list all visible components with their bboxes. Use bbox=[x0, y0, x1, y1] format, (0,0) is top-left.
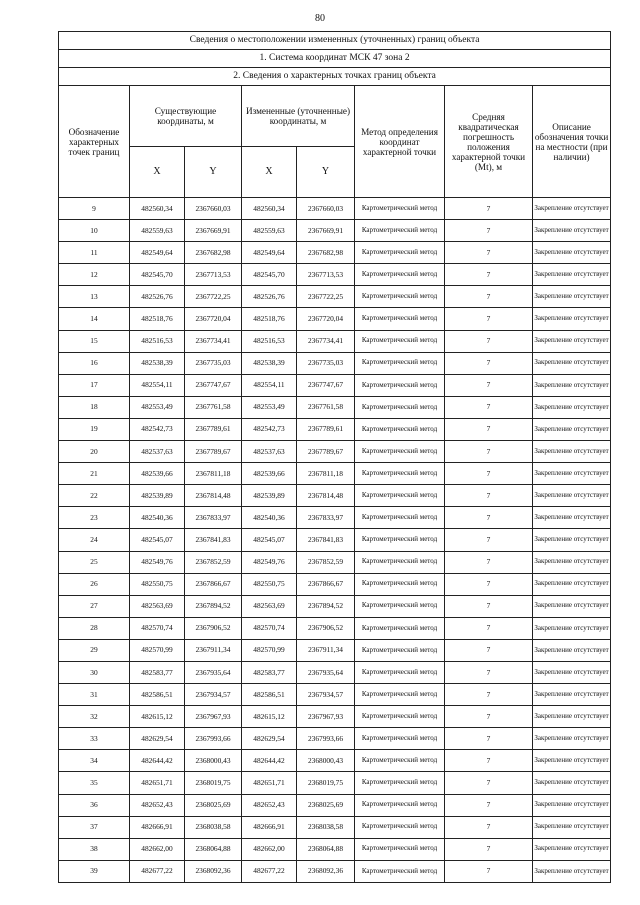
cell-changed-y: 2367894,52 bbox=[297, 595, 355, 617]
cell-existing-y: 2367669,91 bbox=[185, 220, 242, 242]
table-row bbox=[59, 507, 611, 529]
cell-existing-y: 2367934,57 bbox=[185, 684, 242, 706]
cell-existing-x: 482662,00 bbox=[130, 838, 185, 860]
cell-method: Картометрический метод bbox=[355, 794, 445, 816]
cell-description: Закрепление отсутствует bbox=[533, 860, 611, 882]
cell-existing-x: 482583,77 bbox=[130, 661, 185, 683]
cell-existing-x: 482537,63 bbox=[130, 441, 185, 463]
cell-existing-x: 482559,63 bbox=[130, 220, 185, 242]
cell-changed-x: 482651,71 bbox=[242, 772, 297, 794]
cell-existing-y: 2367789,67 bbox=[185, 441, 242, 463]
cell-method: Картометрический метод bbox=[355, 441, 445, 463]
cell-point: 32 bbox=[59, 706, 130, 728]
cell-changed-y: 2368092,36 bbox=[297, 860, 355, 882]
cell-point: 38 bbox=[59, 838, 130, 860]
cell-changed-x: 482526,76 bbox=[242, 286, 297, 308]
table-body bbox=[59, 198, 611, 883]
cell-method: Картометрический метод bbox=[355, 838, 445, 860]
cell-error: 7 bbox=[445, 860, 533, 882]
table-row bbox=[59, 639, 611, 661]
cell-changed-x: 482516,53 bbox=[242, 330, 297, 352]
cell-description: Закрепление отсутствует bbox=[533, 728, 611, 750]
table-row bbox=[59, 860, 611, 882]
cell-existing-y: 2368025,69 bbox=[185, 794, 242, 816]
cell-changed-x: 482629,54 bbox=[242, 728, 297, 750]
cell-existing-y: 2367682,98 bbox=[185, 242, 242, 264]
cell-existing-x: 482615,12 bbox=[130, 706, 185, 728]
cell-point: 15 bbox=[59, 330, 130, 352]
cell-method: Картометрический метод bbox=[355, 463, 445, 485]
cell-point: 17 bbox=[59, 374, 130, 396]
cell-point: 21 bbox=[59, 463, 130, 485]
cell-method: Картометрический метод bbox=[355, 551, 445, 573]
cell-existing-y: 2367811,18 bbox=[185, 463, 242, 485]
cell-existing-y: 2367852,59 bbox=[185, 551, 242, 573]
cell-point: 9 bbox=[59, 198, 130, 220]
cell-changed-x: 482538,39 bbox=[242, 352, 297, 374]
table-row bbox=[59, 661, 611, 683]
cell-description: Закрепление отсутствует bbox=[533, 308, 611, 330]
cell-existing-y: 2367789,61 bbox=[185, 418, 242, 440]
cell-method: Картометрический метод bbox=[355, 198, 445, 220]
cell-error: 7 bbox=[445, 352, 533, 374]
table-row bbox=[59, 728, 611, 750]
cell-point: 13 bbox=[59, 286, 130, 308]
cell-existing-x: 482526,76 bbox=[130, 286, 185, 308]
cell-method: Картометрический метод bbox=[355, 728, 445, 750]
cell-changed-x: 482554,11 bbox=[242, 374, 297, 396]
cell-error: 7 bbox=[445, 286, 533, 308]
cell-changed-y: 2367967,93 bbox=[297, 706, 355, 728]
cell-changed-x: 482652,43 bbox=[242, 794, 297, 816]
cell-description: Закрепление отсутствует bbox=[533, 330, 611, 352]
cell-changed-y: 2367789,61 bbox=[297, 418, 355, 440]
cell-description: Закрепление отсутствует bbox=[533, 463, 611, 485]
coordinate-system-heading: 1. Система координат МСК 47 зона 2 bbox=[59, 50, 611, 68]
cell-error: 7 bbox=[445, 595, 533, 617]
table-row bbox=[59, 485, 611, 507]
cell-point: 35 bbox=[59, 772, 130, 794]
col-header-error: Средняя квадратическая погрешность положения характерной точки (Mt), м bbox=[445, 86, 533, 198]
table-row bbox=[59, 706, 611, 728]
cell-method: Картометрический метод bbox=[355, 529, 445, 551]
cell-method: Картометрический метод bbox=[355, 860, 445, 882]
cell-changed-y: 2367734,41 bbox=[297, 330, 355, 352]
cell-method: Картометрический метод bbox=[355, 264, 445, 286]
cell-changed-y: 2367660,03 bbox=[297, 198, 355, 220]
table-row bbox=[59, 684, 611, 706]
page-number: 80 bbox=[315, 13, 325, 24]
cell-changed-x: 482549,64 bbox=[242, 242, 297, 264]
cell-point: 14 bbox=[59, 308, 130, 330]
cell-error: 7 bbox=[445, 441, 533, 463]
table-row bbox=[59, 242, 611, 264]
cell-description: Закрепление отсутствует bbox=[533, 529, 611, 551]
table-row bbox=[59, 220, 611, 242]
cell-existing-y: 2368038,58 bbox=[185, 816, 242, 838]
cell-point: 37 bbox=[59, 816, 130, 838]
points-section-heading: 2. Сведения о характерных точках границ объекта bbox=[59, 68, 611, 86]
cell-existing-y: 2367911,34 bbox=[185, 639, 242, 661]
cell-changed-x: 482560,34 bbox=[242, 198, 297, 220]
cell-method: Картометрический метод bbox=[355, 396, 445, 418]
cell-method: Картометрический метод bbox=[355, 507, 445, 529]
table-row bbox=[59, 286, 611, 308]
cell-existing-y: 2367866,67 bbox=[185, 573, 242, 595]
cell-changed-y: 2368064,88 bbox=[297, 838, 355, 860]
cell-existing-y: 2368000,43 bbox=[185, 750, 242, 772]
table-row bbox=[59, 198, 611, 220]
cell-error: 7 bbox=[445, 308, 533, 330]
cell-method: Картометрический метод bbox=[355, 308, 445, 330]
cell-existing-x: 482570,74 bbox=[130, 617, 185, 639]
cell-description: Закрепление отсутствует bbox=[533, 286, 611, 308]
cell-error: 7 bbox=[445, 463, 533, 485]
cell-error: 7 bbox=[445, 242, 533, 264]
cell-changed-x: 482662,00 bbox=[242, 838, 297, 860]
col-header-existing-y: Y bbox=[185, 147, 242, 198]
cell-point: 25 bbox=[59, 551, 130, 573]
cell-point: 24 bbox=[59, 529, 130, 551]
cell-existing-x: 482651,71 bbox=[130, 772, 185, 794]
cell-error: 7 bbox=[445, 706, 533, 728]
cell-error: 7 bbox=[445, 750, 533, 772]
cell-changed-y: 2368025,69 bbox=[297, 794, 355, 816]
cell-changed-x: 482540,36 bbox=[242, 507, 297, 529]
table-row bbox=[59, 418, 611, 440]
cell-existing-x: 482553,49 bbox=[130, 396, 185, 418]
cell-existing-x: 482549,76 bbox=[130, 551, 185, 573]
cell-point: 31 bbox=[59, 684, 130, 706]
cell-existing-x: 482518,76 bbox=[130, 308, 185, 330]
cell-existing-y: 2367720,04 bbox=[185, 308, 242, 330]
cell-changed-x: 482549,76 bbox=[242, 551, 297, 573]
table-row bbox=[59, 750, 611, 772]
cell-existing-y: 2367734,41 bbox=[185, 330, 242, 352]
cell-point: 30 bbox=[59, 661, 130, 683]
cell-changed-x: 482545,07 bbox=[242, 529, 297, 551]
cell-existing-y: 2367814,48 bbox=[185, 485, 242, 507]
cell-description: Закрепление отсутствует bbox=[533, 485, 611, 507]
table-row bbox=[59, 573, 611, 595]
table-row bbox=[59, 352, 611, 374]
table-row bbox=[59, 374, 611, 396]
cell-existing-x: 482629,54 bbox=[130, 728, 185, 750]
cell-existing-y: 2367747,67 bbox=[185, 374, 242, 396]
cell-changed-x: 482570,74 bbox=[242, 617, 297, 639]
cell-method: Картометрический метод bbox=[355, 242, 445, 264]
cell-description: Закрепление отсутствует bbox=[533, 684, 611, 706]
cell-changed-x: 482559,63 bbox=[242, 220, 297, 242]
cell-changed-x: 482550,75 bbox=[242, 573, 297, 595]
cell-error: 7 bbox=[445, 374, 533, 396]
cell-changed-x: 482666,91 bbox=[242, 816, 297, 838]
cell-description: Закрепление отсутствует bbox=[533, 198, 611, 220]
cell-changed-x: 482644,42 bbox=[242, 750, 297, 772]
cell-error: 7 bbox=[445, 617, 533, 639]
cell-error: 7 bbox=[445, 264, 533, 286]
cell-changed-y: 2367720,04 bbox=[297, 308, 355, 330]
table-row bbox=[59, 529, 611, 551]
cell-existing-x: 482549,64 bbox=[130, 242, 185, 264]
cell-point: 11 bbox=[59, 242, 130, 264]
cell-method: Картометрический метод bbox=[355, 684, 445, 706]
col-header-existing-x: X bbox=[130, 147, 185, 198]
cell-changed-y: 2367735,03 bbox=[297, 352, 355, 374]
cell-existing-x: 482542,73 bbox=[130, 418, 185, 440]
cell-point: 27 bbox=[59, 595, 130, 617]
cell-description: Закрепление отсутствует bbox=[533, 507, 611, 529]
cell-point: 12 bbox=[59, 264, 130, 286]
cell-error: 7 bbox=[445, 772, 533, 794]
cell-changed-y: 2367713,53 bbox=[297, 264, 355, 286]
cell-changed-x: 482553,49 bbox=[242, 396, 297, 418]
cell-method: Картометрический метод bbox=[355, 772, 445, 794]
cell-changed-y: 2367669,91 bbox=[297, 220, 355, 242]
cell-existing-y: 2367660,03 bbox=[185, 198, 242, 220]
cell-method: Картометрический метод bbox=[355, 661, 445, 683]
table-row bbox=[59, 264, 611, 286]
cell-point: 20 bbox=[59, 441, 130, 463]
col-header-point: Обозначение характерных точек границ bbox=[59, 86, 130, 198]
cell-changed-x: 482537,63 bbox=[242, 441, 297, 463]
cell-point: 19 bbox=[59, 418, 130, 440]
cell-point: 33 bbox=[59, 728, 130, 750]
cell-description: Закрепление отсутствует bbox=[533, 352, 611, 374]
cell-changed-y: 2367789,67 bbox=[297, 441, 355, 463]
cell-existing-y: 2368092,36 bbox=[185, 860, 242, 882]
cell-changed-y: 2367811,18 bbox=[297, 463, 355, 485]
cell-changed-y: 2368038,58 bbox=[297, 816, 355, 838]
cell-error: 7 bbox=[445, 330, 533, 352]
cell-description: Закрепление отсутствует bbox=[533, 418, 611, 440]
table-row bbox=[59, 463, 611, 485]
cell-existing-x: 482666,91 bbox=[130, 816, 185, 838]
col-header-description: Описание обозначения точки на местности (при наличии) bbox=[533, 86, 611, 198]
table-row bbox=[59, 816, 611, 838]
cell-description: Закрепление отсутствует bbox=[533, 661, 611, 683]
boundary-points-table bbox=[58, 31, 611, 883]
cell-existing-y: 2367967,93 bbox=[185, 706, 242, 728]
cell-existing-y: 2367833,97 bbox=[185, 507, 242, 529]
col-header-method: Метод определения координат характерной точки bbox=[355, 86, 445, 198]
table-row bbox=[59, 595, 611, 617]
cell-method: Картометрический метод bbox=[355, 485, 445, 507]
cell-existing-x: 482563,69 bbox=[130, 595, 185, 617]
cell-description: Закрепление отсутствует bbox=[533, 220, 611, 242]
cell-existing-x: 482677,22 bbox=[130, 860, 185, 882]
col-header-changed-x: X bbox=[242, 147, 297, 198]
cell-method: Картометрический метод bbox=[355, 573, 445, 595]
table-row bbox=[59, 330, 611, 352]
cell-method: Картометрический метод bbox=[355, 374, 445, 396]
table-row bbox=[59, 551, 611, 573]
cell-error: 7 bbox=[445, 661, 533, 683]
cell-existing-y: 2368019,75 bbox=[185, 772, 242, 794]
cell-existing-x: 482550,75 bbox=[130, 573, 185, 595]
cell-description: Закрепление отсутствует bbox=[533, 551, 611, 573]
col-header-changed: Измененные (уточненные) координаты, м bbox=[242, 86, 355, 147]
cell-changed-y: 2367852,59 bbox=[297, 551, 355, 573]
cell-changed-x: 482615,12 bbox=[242, 706, 297, 728]
cell-changed-y: 2367814,48 bbox=[297, 485, 355, 507]
cell-method: Картометрический метод bbox=[355, 595, 445, 617]
cell-changed-x: 482539,66 bbox=[242, 463, 297, 485]
cell-changed-y: 2367993,66 bbox=[297, 728, 355, 750]
cell-changed-x: 482583,77 bbox=[242, 661, 297, 683]
cell-description: Закрепление отсутствует bbox=[533, 374, 611, 396]
cell-existing-y: 2368064,88 bbox=[185, 838, 242, 860]
cell-existing-y: 2367761,58 bbox=[185, 396, 242, 418]
cell-existing-x: 482652,43 bbox=[130, 794, 185, 816]
cell-method: Картометрический метод bbox=[355, 352, 445, 374]
cell-description: Закрепление отсутствует bbox=[533, 639, 611, 661]
cell-existing-y: 2367722,25 bbox=[185, 286, 242, 308]
cell-changed-x: 482677,22 bbox=[242, 860, 297, 882]
cell-method: Картометрический метод bbox=[355, 418, 445, 440]
cell-existing-x: 482644,42 bbox=[130, 750, 185, 772]
cell-existing-x: 482586,51 bbox=[130, 684, 185, 706]
cell-method: Картометрический метод bbox=[355, 816, 445, 838]
cell-existing-x: 482540,36 bbox=[130, 507, 185, 529]
cell-error: 7 bbox=[445, 485, 533, 507]
cell-description: Закрепление отсутствует bbox=[533, 617, 611, 639]
table-row bbox=[59, 396, 611, 418]
cell-description: Закрепление отсутствует bbox=[533, 794, 611, 816]
cell-point: 23 bbox=[59, 507, 130, 529]
cell-existing-y: 2367935,64 bbox=[185, 661, 242, 683]
cell-changed-y: 2368019,75 bbox=[297, 772, 355, 794]
cell-method: Картометрический метод bbox=[355, 639, 445, 661]
cell-changed-y: 2367906,52 bbox=[297, 617, 355, 639]
cell-point: 10 bbox=[59, 220, 130, 242]
cell-error: 7 bbox=[445, 639, 533, 661]
cell-changed-x: 482586,51 bbox=[242, 684, 297, 706]
cell-method: Картометрический метод bbox=[355, 750, 445, 772]
cell-changed-x: 482518,76 bbox=[242, 308, 297, 330]
cell-existing-x: 482570,99 bbox=[130, 639, 185, 661]
cell-error: 7 bbox=[445, 507, 533, 529]
cell-changed-x: 482563,69 bbox=[242, 595, 297, 617]
cell-changed-y: 2367866,67 bbox=[297, 573, 355, 595]
table-row bbox=[59, 617, 611, 639]
cell-error: 7 bbox=[445, 220, 533, 242]
cell-error: 7 bbox=[445, 396, 533, 418]
cell-description: Закрепление отсутствует bbox=[533, 573, 611, 595]
cell-method: Картометрический метод bbox=[355, 286, 445, 308]
cell-error: 7 bbox=[445, 551, 533, 573]
cell-existing-x: 482539,66 bbox=[130, 463, 185, 485]
cell-point: 29 bbox=[59, 639, 130, 661]
cell-description: Закрепление отсутствует bbox=[533, 750, 611, 772]
cell-error: 7 bbox=[445, 198, 533, 220]
cell-method: Картометрический метод bbox=[355, 617, 445, 639]
table-row bbox=[59, 772, 611, 794]
cell-description: Закрепление отсутствует bbox=[533, 396, 611, 418]
cell-description: Закрепление отсутствует bbox=[533, 242, 611, 264]
cell-point: 18 bbox=[59, 396, 130, 418]
cell-changed-x: 482570,99 bbox=[242, 639, 297, 661]
cell-existing-x: 482554,11 bbox=[130, 374, 185, 396]
cell-error: 7 bbox=[445, 816, 533, 838]
cell-point: 22 bbox=[59, 485, 130, 507]
cell-changed-y: 2367722,25 bbox=[297, 286, 355, 308]
cell-existing-y: 2367894,52 bbox=[185, 595, 242, 617]
cell-existing-y: 2367735,03 bbox=[185, 352, 242, 374]
cell-method: Картометрический метод bbox=[355, 330, 445, 352]
cell-changed-y: 2367833,97 bbox=[297, 507, 355, 529]
cell-point: 26 bbox=[59, 573, 130, 595]
cell-existing-x: 482516,53 bbox=[130, 330, 185, 352]
table-title: Сведения о местоположении измененных (уточненных) границ объекта bbox=[59, 32, 611, 50]
cell-existing-x: 482545,70 bbox=[130, 264, 185, 286]
cell-method: Картометрический метод bbox=[355, 220, 445, 242]
cell-description: Закрепление отсутствует bbox=[533, 772, 611, 794]
cell-existing-x: 482545,07 bbox=[130, 529, 185, 551]
cell-existing-x: 482539,89 bbox=[130, 485, 185, 507]
cell-description: Закрепление отсутствует bbox=[533, 838, 611, 860]
cell-point: 16 bbox=[59, 352, 130, 374]
cell-existing-y: 2367906,52 bbox=[185, 617, 242, 639]
cell-point: 34 bbox=[59, 750, 130, 772]
cell-error: 7 bbox=[445, 529, 533, 551]
cell-changed-y: 2367682,98 bbox=[297, 242, 355, 264]
cell-changed-y: 2367911,34 bbox=[297, 639, 355, 661]
cell-existing-y: 2367841,83 bbox=[185, 529, 242, 551]
cell-changed-y: 2367747,67 bbox=[297, 374, 355, 396]
cell-existing-x: 482560,34 bbox=[130, 198, 185, 220]
cell-error: 7 bbox=[445, 573, 533, 595]
cell-existing-x: 482538,39 bbox=[130, 352, 185, 374]
cell-error: 7 bbox=[445, 838, 533, 860]
cell-point: 36 bbox=[59, 794, 130, 816]
cell-point: 39 bbox=[59, 860, 130, 882]
cell-changed-x: 482542,73 bbox=[242, 418, 297, 440]
cell-changed-x: 482545,70 bbox=[242, 264, 297, 286]
cell-changed-y: 2368000,43 bbox=[297, 750, 355, 772]
cell-description: Закрепление отсутствует bbox=[533, 816, 611, 838]
col-header-changed-y: Y bbox=[297, 147, 355, 198]
cell-description: Закрепление отсутствует bbox=[533, 441, 611, 463]
cell-existing-y: 2367713,53 bbox=[185, 264, 242, 286]
cell-method: Картометрический метод bbox=[355, 706, 445, 728]
table-row bbox=[59, 838, 611, 860]
cell-error: 7 bbox=[445, 728, 533, 750]
cell-changed-y: 2367761,58 bbox=[297, 396, 355, 418]
cell-error: 7 bbox=[445, 684, 533, 706]
cell-existing-y: 2367993,66 bbox=[185, 728, 242, 750]
cell-description: Закрепление отсутствует bbox=[533, 595, 611, 617]
cell-changed-y: 2367934,57 bbox=[297, 684, 355, 706]
cell-description: Закрепление отсутствует bbox=[533, 264, 611, 286]
table-row bbox=[59, 794, 611, 816]
table-row bbox=[59, 308, 611, 330]
cell-changed-y: 2367841,83 bbox=[297, 529, 355, 551]
cell-point: 28 bbox=[59, 617, 130, 639]
cell-changed-y: 2367935,64 bbox=[297, 661, 355, 683]
cell-error: 7 bbox=[445, 794, 533, 816]
cell-changed-x: 482539,89 bbox=[242, 485, 297, 507]
table-row bbox=[59, 441, 611, 463]
col-header-existing: Существующие координаты, м bbox=[130, 86, 242, 147]
cell-description: Закрепление отсутствует bbox=[533, 706, 611, 728]
cell-error: 7 bbox=[445, 418, 533, 440]
